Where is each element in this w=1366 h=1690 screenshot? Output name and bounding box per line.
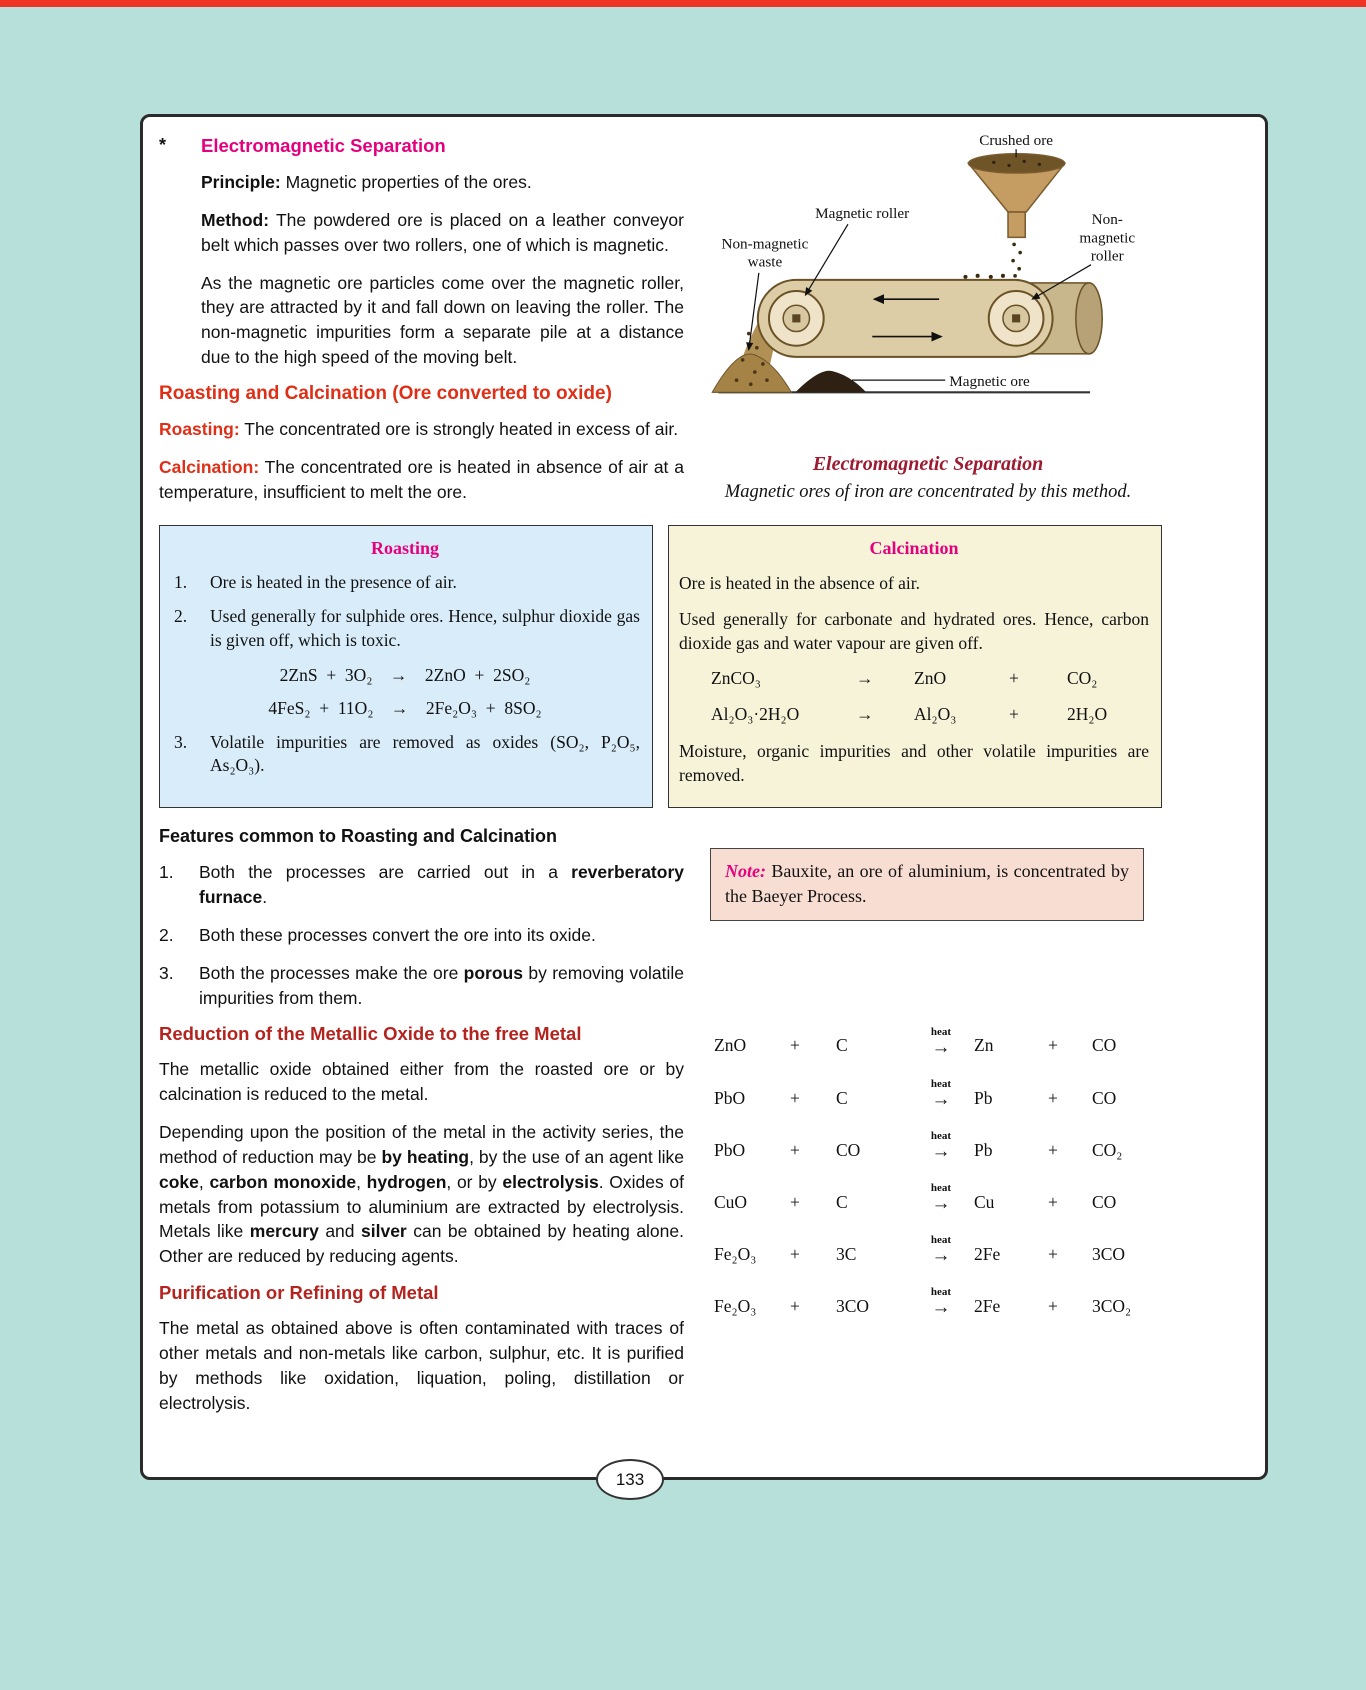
eq-plus: + [1048,1035,1058,1056]
crushed-ore-funnel [969,154,1065,238]
method-text: The powdered ore is placed on a leather conveyor belt which passes over two rollers, one of which is magnetic. [201,209,684,255]
eq-gas: CO [1092,1035,1117,1056]
item-number: 3. [159,962,174,983]
eq-plus: + [1009,703,1019,724]
calcination-point-3: Moisture, organic impurities and other volatile impurities are removed. [679,740,1149,786]
eq-reductant: C [836,1087,848,1108]
feature-item-3 [159,961,684,1011]
heat-arrow: heat → [930,1286,952,1319]
eq-gas: CO [1092,1087,1117,1108]
eq-reductant: C [836,1191,848,1212]
magnetic-ore-pile [795,371,866,393]
drum-end [1076,283,1102,354]
feature-item-1 [159,860,684,910]
comparison-boxes [159,525,1247,808]
crushed-ore-label: Crushed ore [979,132,1054,150]
svg-text:waste: waste [747,253,783,271]
eq-gas: CO [1092,1191,1117,1212]
top-section [159,131,1247,517]
eq-plus: + [790,1139,800,1160]
eq-reductant: CO [836,1139,861,1160]
eq-reductant: 3C [836,1243,857,1264]
calcination-point-2: Used generally for carbonate and hydrated ores. Hence, carbon dioxide gas and water vapour are given off. [679,608,1149,654]
svg-text:roller: roller [1090,247,1124,265]
method-paragraph [201,208,684,258]
calcination-box [668,525,1162,808]
eq-metal: 2Fe [974,1243,1001,1264]
item-text: Used generally for sulphide ores. Hence, sulphur dioxide gas is given off, which is toxic. [210,606,640,650]
roasting-item-3 [170,731,640,778]
item-number: 1. [174,571,188,592]
heat-arrow: heat → [930,1077,952,1110]
note-label: Note: [725,861,766,882]
eq-gas: 3CO [1092,1243,1126,1264]
calcination-definition [159,455,684,505]
eq-arrow: → [856,703,874,724]
non-magnetic-waste-pile [712,354,791,392]
top-red-bar [0,0,1366,7]
eq-gas: 3CO₂ [1092,1295,1132,1316]
eq-metal: Pb [974,1087,993,1108]
svg-text:Non-: Non- [1091,211,1123,229]
eq-term: Al₂O₃·2H₂O [711,703,800,724]
eq-oxide: ZnO [714,1035,747,1056]
page-number: 133 [596,1459,664,1500]
em-separation-figure [710,131,1146,505]
calcination-text: The concentrated ore is heated in absence of air at a temperature, insufficient to melt the ore. [159,456,684,502]
item-text: Volatile impurities are removed as oxides (SO₂, P₂O₅, As₂O₃). [210,731,640,776]
features-heading: Features common to Roasting and Calcination [159,826,558,847]
bottom-right-column [684,822,1247,1428]
eq-arrow: → [856,668,874,689]
eq-term: ZnO [914,668,947,689]
eq-plus: + [1009,668,1019,689]
calcination-point-1: Ore is heated in the absence of air. [679,572,921,593]
roasting-definition [159,417,684,442]
bottom-left-column [159,822,684,1428]
eq-oxide: PbO [714,1087,746,1108]
roasting-box-title: Roasting [370,538,439,559]
heat-arrow: heat → [930,1181,952,1214]
magnetic-roller [769,291,824,346]
eq-term: CO₂ [1067,668,1098,689]
principle-text: Magnetic properties of the ores. [280,172,532,192]
roasting-equation-1: 2ZnS + 3O₂ → 2ZnO + 2SO₂ [279,664,531,685]
eq-plus: + [1048,1087,1058,1108]
eq-oxide: PbO [714,1139,746,1160]
content-panel [140,114,1268,1480]
non-magnetic-roller [989,291,1044,346]
em-separation-heading [159,135,684,157]
eq-gas: CO₂ [1092,1139,1123,1160]
eq-plus: + [790,1295,800,1316]
eq-plus: + [790,1087,800,1108]
eq-reductant: 3CO [836,1295,870,1316]
eq-term: Al₂O₃ [914,703,957,724]
eq-metal: Pb [974,1139,993,1160]
falling-ore-particles [963,243,1022,279]
principle-label: Principle: [201,172,281,192]
non-magnetic-waste-label [721,235,808,270]
calcination-equations [679,667,1149,726]
roasting-item-2 [170,605,640,652]
feature-item-2 [159,923,684,948]
em-separation-paragraph: As the magnetic ore particles come over the magnetic roller, they are attracted by it and fall down on leaving the roller. The non-magnetic impurities form a separate pile at a distance due to the high speed of the moving belt. [201,272,684,368]
item-number: 1. [159,862,174,883]
eq-term: ZnCO₃ [711,668,761,689]
heat-arrow: heat → [930,1233,952,1266]
bullet-star: * [159,135,167,155]
figure-column [684,131,1247,517]
item-text: Both the processes make the ore porous by removing volatile impurities from them. [199,962,684,1008]
reduction-paragraph-2: Depending upon the position of the metal in the activity series, the method of reduction may be by heating, by the use of an agent like coke, carbon monoxide, hydrogen, or by electrolysis. Oxides of metals from potassium to aluminium are extracted by electrolysis. Metals like mercury and silver can be obtained by heating alone. Other are reduced by reducing agents. [159,1122,684,1267]
magnetic-ore-label: Magnetic ore [949,373,1030,391]
eq-plus: + [1048,1243,1058,1264]
eq-metal: 2Fe [974,1295,1001,1316]
eq-metal: Cu [974,1191,995,1212]
em-separation-illustration [710,131,1146,447]
reduction-heading: Reduction of the Metallic Oxide to the free Metal [159,1023,582,1045]
roasting-text: The concentrated ore is strongly heated in excess of air. [239,418,679,439]
calcination-label: Calcination: [159,456,260,477]
roasting-label: Roasting: [159,418,240,439]
note-box [710,848,1144,920]
item-number: 2. [174,606,188,627]
roasting-box [159,525,653,808]
roasting-equation-2: 4FeS₂ + 11O₂ → 2Fe₂O₃ + 8SO₂ [268,698,542,719]
figure-caption-title: Electromagnetic Separation [812,453,1044,475]
purification-paragraph: The metal as obtained above is often contaminated with traces of other metals and non-metals like carbon, sulphur, etc. It is purified by methods like oxidation, liquation, poling, distillation or electrolysis. [159,1318,684,1413]
figure-caption-text: Magnetic ores of iron are concentrated by this method. [724,482,1132,502]
item-number: 3. [174,731,188,752]
note-text: Bauxite, an ore of aluminium, is concentrated by the Baeyer Process. [725,861,1129,907]
roasting-item-1 [170,571,640,595]
eq-plus: + [1048,1295,1058,1316]
principle-paragraph [201,170,684,195]
eq-oxide: CuO [714,1191,748,1212]
reduction-paragraph-1: The metallic oxide obtained either from the roasted ore or by calcination is reduced to the metal. [159,1059,684,1105]
heat-arrow: heat → [930,1129,952,1162]
eq-plus: + [1048,1191,1058,1212]
em-separation-column [159,131,684,517]
magnetic-roller-label: Magnetic roller [815,205,910,223]
calcination-box-title: Calcination [869,538,959,559]
eq-plus: + [1048,1139,1058,1160]
eq-plus: + [790,1035,800,1056]
heat-arrow: heat → [930,1025,952,1058]
eq-oxide: Fe₂O₃ [714,1243,757,1264]
method-label: Method: [201,209,270,230]
item-text: Ore is heated in the presence of air. [210,571,457,592]
item-text: Both the processes are carried out in a reverberatory furnace. [199,862,684,908]
svg-text:Non-magnetic: Non-magnetic [721,235,809,253]
bottom-section [159,822,1247,1428]
roasting-calcination-heading: Roasting and Calcination (Ore converted to oxide) [159,382,612,404]
eq-plus: + [790,1191,800,1212]
eq-oxide: Fe₂O₃ [714,1295,757,1316]
reduction-equations-table [710,1027,1247,1317]
eq-term: 2H₂O [1067,703,1108,724]
item-number: 2. [159,924,174,945]
non-magnetic-roller-label [1079,211,1135,264]
em-separation-body [159,170,684,370]
purification-heading: Purification or Refining of Metal [159,1282,439,1304]
eq-plus: + [790,1243,800,1264]
svg-text:magnetic: magnetic [1079,229,1136,247]
item-text: Both these processes convert the ore into its oxide. [199,924,596,945]
eq-reductant: C [836,1035,848,1056]
eq-metal: Zn [974,1035,994,1056]
em-separation-title: Electromagnetic Separation [201,135,446,156]
